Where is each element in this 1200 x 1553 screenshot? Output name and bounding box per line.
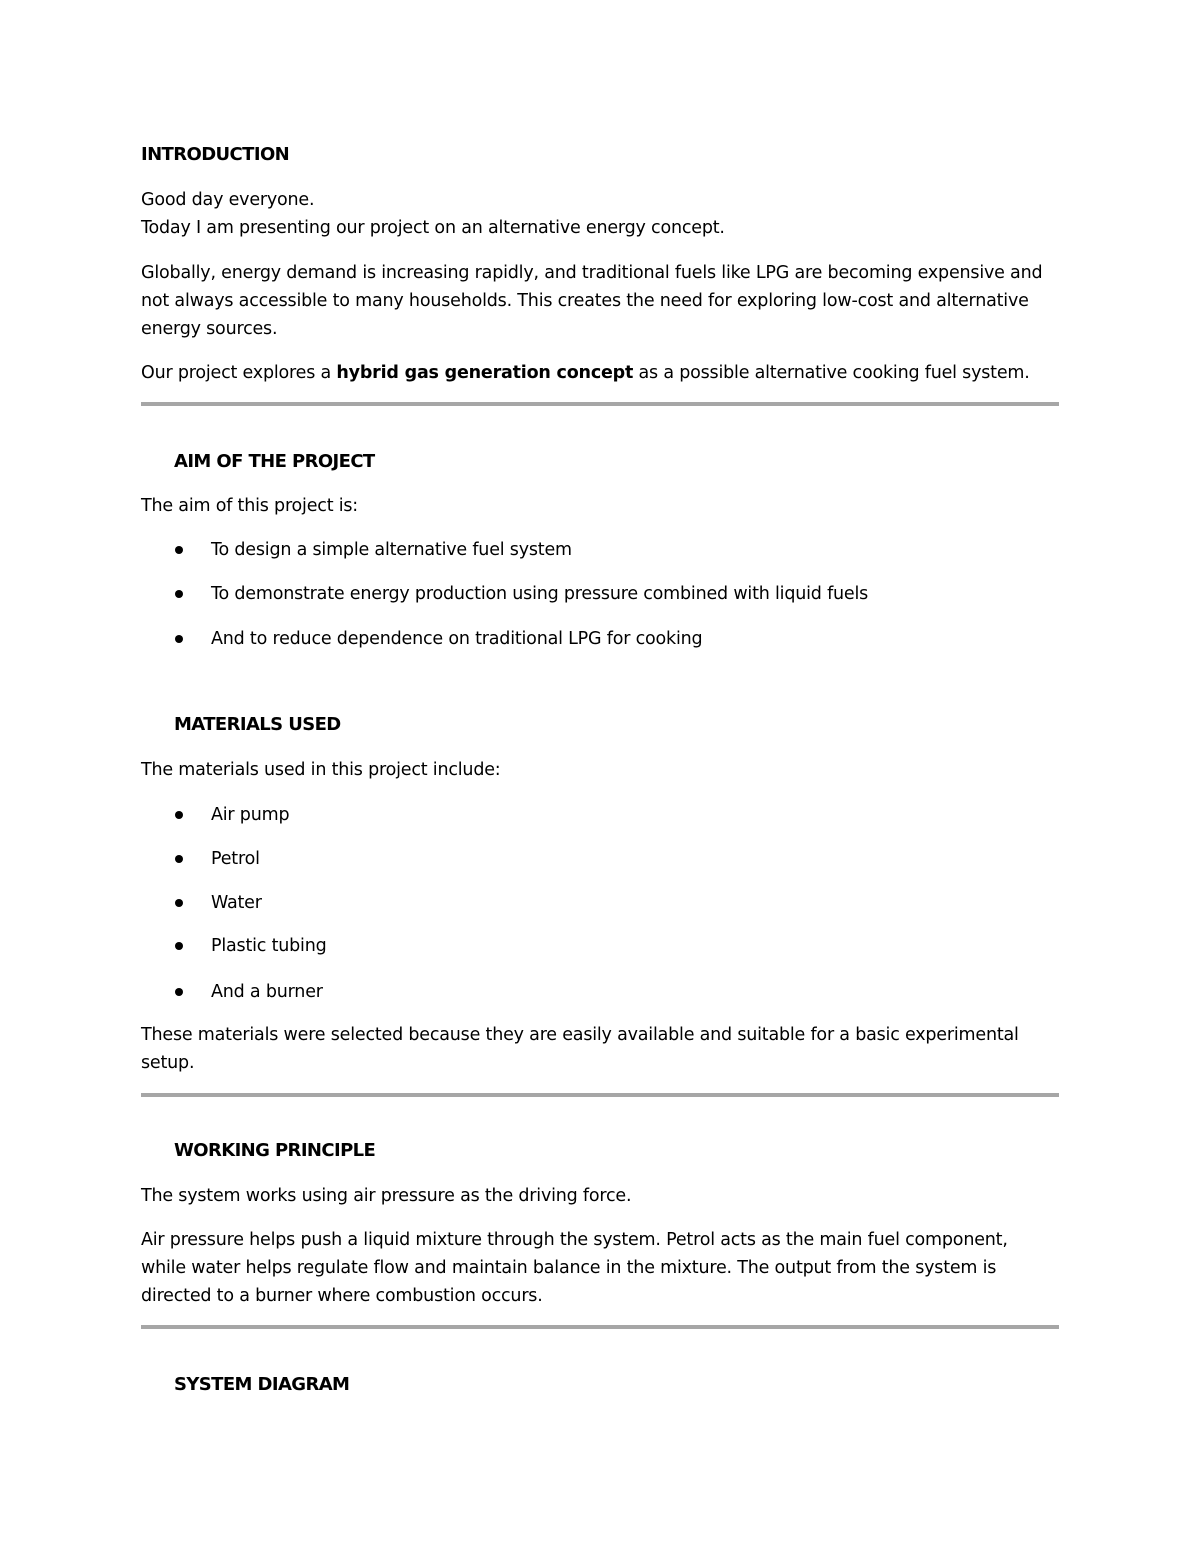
aim-item-text: And to reduce dependence on traditional LPG for cooking xyxy=(211,629,703,649)
bullet-dot xyxy=(175,988,183,996)
bullet-dot xyxy=(175,590,183,598)
project-summary-start: Our project explores a xyxy=(141,363,337,383)
material-item-text: Air pump xyxy=(211,805,290,825)
bullet-dot xyxy=(175,811,183,819)
section-divider-3 xyxy=(141,1325,1059,1329)
section-divider-1 xyxy=(141,402,1059,406)
working-principle-intro: The system works using air pressure as the driving force. xyxy=(141,1186,632,1206)
bullet-dot xyxy=(175,899,183,907)
project-concept-bold: hybrid gas generation concept xyxy=(336,363,634,383)
bullet-dot xyxy=(175,942,183,950)
materials-heading: MATERIALS USED xyxy=(174,714,341,735)
project-summary-end: as a possible alternative cooking fuel system. xyxy=(633,363,1030,383)
system-diagram-heading: SYSTEM DIAGRAM xyxy=(174,1374,350,1395)
context-line-2: not always accessible to many households. This creates the need for exploring low-cost and alternative xyxy=(141,291,1029,311)
bullet-dot xyxy=(175,855,183,863)
opening-text: Today I am presenting our project on an alternative energy concept. xyxy=(141,218,725,238)
section-divider-2 xyxy=(141,1093,1059,1097)
working-principle-heading: WORKING PRINCIPLE xyxy=(174,1140,376,1161)
project-summary xyxy=(141,359,1030,388)
materials-closing-line-2: setup. xyxy=(141,1053,195,1073)
materials-closing-line-1: These materials were selected because they are easily available and suitable for a basic experimental xyxy=(141,1025,1019,1045)
material-item-text: Water xyxy=(211,893,262,913)
working-detail-line-2: while water helps regulate flow and maintain balance in the mixture. The output from the system is xyxy=(141,1258,997,1278)
introduction-heading: INTRODUCTION xyxy=(141,144,290,165)
material-item-text: And a burner xyxy=(211,982,323,1002)
bullet-dot xyxy=(175,546,183,554)
aim-item-text: To design a simple alternative fuel system xyxy=(211,540,572,560)
bullet-dot xyxy=(175,635,183,643)
material-item-text: Petrol xyxy=(211,849,260,869)
aim-item-text: To demonstrate energy production using pressure combined with liquid fuels xyxy=(211,584,869,604)
materials-intro: The materials used in this project include: xyxy=(141,760,501,780)
aim-heading: AIM OF THE PROJECT xyxy=(174,451,375,472)
material-item-text: Plastic tubing xyxy=(211,936,327,956)
aim-intro: The aim of this project is: xyxy=(141,496,359,516)
working-detail-line-3: directed to a burner where combustion occurs. xyxy=(141,1286,543,1306)
context-line-3: energy sources. xyxy=(141,319,278,339)
greeting-text: Good day everyone. xyxy=(141,190,315,210)
working-detail-line-1: Air pressure helps push a liquid mixture through the system. Petrol acts as the main fuel component, xyxy=(141,1230,1008,1250)
context-line-1: Globally, energy demand is increasing rapidly, and traditional fuels like LPG are becoming expensive and xyxy=(141,263,1043,283)
